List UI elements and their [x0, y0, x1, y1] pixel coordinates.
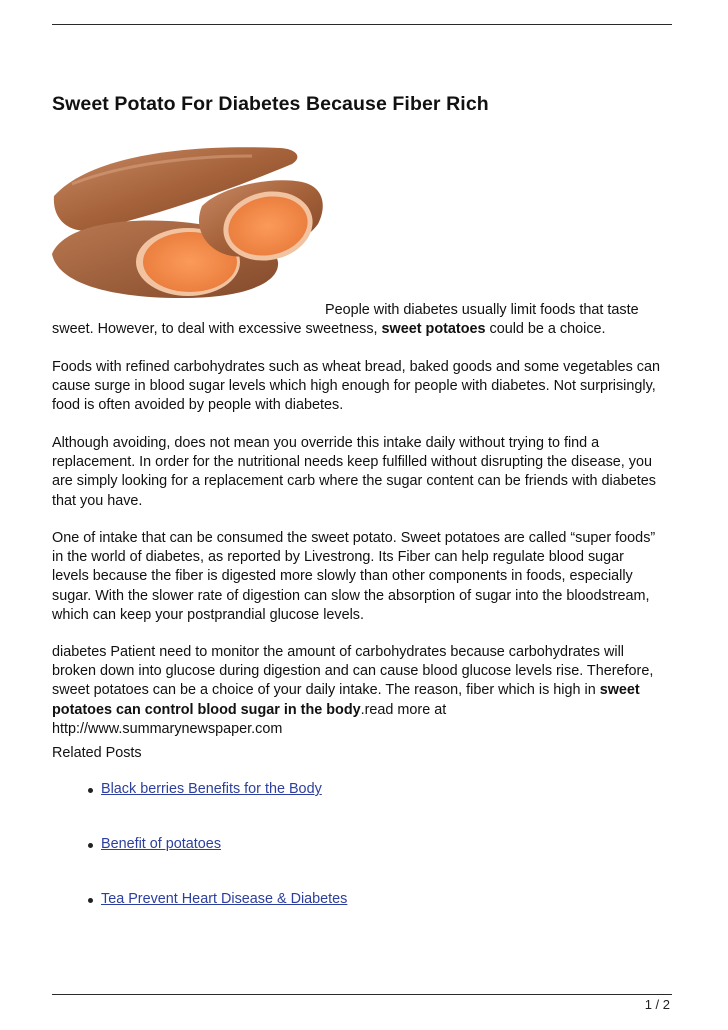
header-rule — [52, 24, 672, 25]
text-line: which can keep your postprandial glucose levels. — [52, 606, 364, 623]
text-segment: .read more at — [360, 701, 447, 718]
sweet-potato-image — [52, 134, 326, 304]
footer-rule — [52, 994, 672, 995]
bold-term: sweet — [599, 682, 640, 699]
text-segment: sweet. However, to deal with excessive sweetness, — [52, 321, 382, 338]
bullet-icon — [88, 788, 93, 793]
related-post-link-benefit-of-potatoes[interactable]: Benefit of potatoes — [101, 836, 222, 852]
text-segment: could be a choice. — [485, 321, 606, 338]
text-line: levels because the fiber is digested more slowly than other components in foods, especially — [52, 568, 633, 585]
paragraph-refined-carbs — [52, 358, 682, 416]
bullet-icon — [88, 843, 93, 848]
text-line: sugar. With the slower rate of digestion can slow the absorption of sugar into the bloodstream, — [52, 587, 650, 604]
text-line: cause surge in blood sugar levels which high enough for people with diabetes. Not surprisingly, — [52, 378, 656, 395]
paragraph-super-foods — [52, 529, 682, 625]
page-number: 1 / 2 — [644, 997, 670, 1012]
text-line: broken down into glucose during digestion and can cause blood glucose levels rise. Therefore, — [52, 663, 654, 680]
bullet-icon — [88, 898, 93, 903]
related-post-link-tea-heart-disease[interactable]: Tea Prevent Heart Disease & Diabetes — [101, 891, 348, 907]
list-item — [88, 780, 322, 799]
text-line: that you have. — [52, 492, 143, 509]
list-item — [88, 890, 347, 909]
paragraph-monitor-carbs — [52, 643, 682, 739]
text-segment: People with diabetes usually limit foods that taste — [325, 302, 639, 318]
text-line: food is often avoided by people with diabetes. — [52, 397, 344, 414]
text-line — [52, 301, 682, 320]
list-item — [88, 835, 221, 854]
bold-term: potatoes can control blood sugar in the body — [52, 701, 361, 718]
text-line: in the world of diabetes, as reported by Livestrong. Its Fiber can help regulate blood sugar — [52, 549, 624, 566]
text-line: One of intake that can be consumed the sweet potato. Sweet potatoes are called “super foods” — [52, 530, 656, 546]
related-post-link-black-berries[interactable]: Black berries Benefits for the Body — [101, 781, 322, 797]
text-line: are simply looking for a replacement carb where the sugar content can be friends with diabetes — [52, 473, 656, 490]
text-line — [52, 701, 682, 720]
source-url-text: http://www.summarynewspaper.com — [52, 720, 283, 737]
text-segment: sweet potatoes can be a choice of your daily intake. The reason, fiber which is high in — [52, 682, 600, 699]
text-line — [52, 320, 682, 339]
paragraph-replacement — [52, 434, 682, 511]
paragraph-intro — [52, 301, 682, 339]
text-line — [52, 681, 682, 700]
text-line: diabetes Patient need to monitor the amount of carbohydrates because carbohydrates will — [52, 644, 624, 660]
page-title: Sweet Potato For Diabetes Because Fiber Rich — [52, 93, 489, 115]
text-line: Although avoiding, does not mean you override this intake daily without trying to find a — [52, 435, 600, 451]
text-line: Foods with refined carbohydrates such as wheat bread, baked goods and some vegetables can — [52, 359, 660, 375]
related-posts-heading: Related Posts — [52, 745, 142, 761]
bold-term: sweet potatoes — [381, 321, 486, 338]
text-line: replacement. In order for the nutritional needs keep fulfilled without disrupting the disease, you — [52, 454, 652, 471]
